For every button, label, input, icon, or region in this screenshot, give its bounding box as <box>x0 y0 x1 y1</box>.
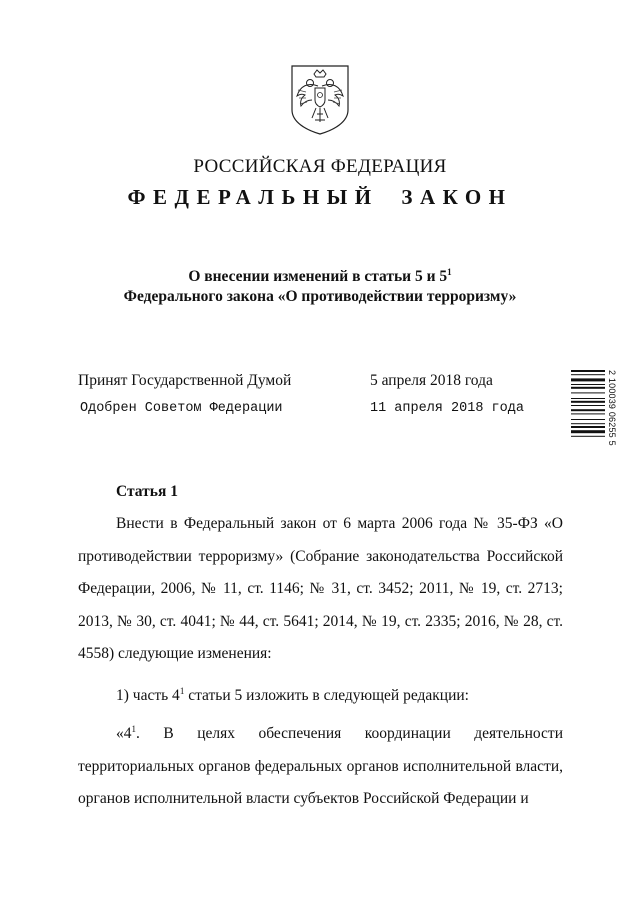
document-type: ФЕДЕРАЛЬНЫЙ ЗАКОН <box>127 185 513 209</box>
quoted-paragraph-superscript: 1 <box>131 724 136 734</box>
duma-adoption-date: 5 апреля 2018 года <box>370 372 493 389</box>
council-approval-row <box>80 401 560 416</box>
document-barcode <box>571 370 607 462</box>
country-name: РОССИЙСКАЯ ФЕДЕРАЦИЯ <box>193 156 447 177</box>
quoted-paragraph <box>78 718 563 816</box>
amendment-item-1-prefix: 1) часть 4 <box>116 687 180 704</box>
quoted-paragraph-text: . В целях обеспечения координации деятельности территориальных органов федеральных органов исполнительной власти, органов исполнительной власти субъектов Российской Федерации и <box>78 725 563 807</box>
law-title-line-1-text: О внесении изменений в статьи 5 и 5 <box>188 268 448 285</box>
council-approval-date: 11 апреля 2018 года <box>370 401 524 416</box>
law-title-line-2: Федерального закона «О противодействии терроризму» <box>123 288 517 305</box>
amendment-item-1-suffix: статьи 5 изложить в следующей редакции: <box>184 687 469 704</box>
article-intro-paragraph: Внести в Федеральный закон от 6 марта 2006 года № 35-ФЗ «О противодействии терроризму» (Собрание законодательства Российской Федерации, 2006, № 11, ст. 1146; № 31, ст. 3452; 2011, № 19, ст. 2713; 2013, № 30, ст. 4041; № 44, ст. 5641; 2014, № 19, ст. 2335; 2016, № 28, ст. 4558) следующие изменения: <box>78 515 563 662</box>
duma-adoption-row <box>78 372 558 390</box>
law-title <box>0 267 640 307</box>
duma-adoption-label: Принят Государственной Думой <box>78 372 292 389</box>
amendment-item-1-superscript: 1 <box>179 686 185 696</box>
law-title-line-1 <box>0 267 640 287</box>
council-approval-label: Одобрен Советом Федерации <box>80 401 283 416</box>
article-heading: Статья 1 <box>116 483 178 500</box>
state-emblem <box>288 64 352 136</box>
quoted-paragraph-prefix: «4 <box>116 725 132 742</box>
barcode-number: 2 100039 06255 5 <box>607 370 617 446</box>
amendment-item-1 <box>116 687 469 705</box>
law-title-superscript: 1 <box>447 267 452 277</box>
